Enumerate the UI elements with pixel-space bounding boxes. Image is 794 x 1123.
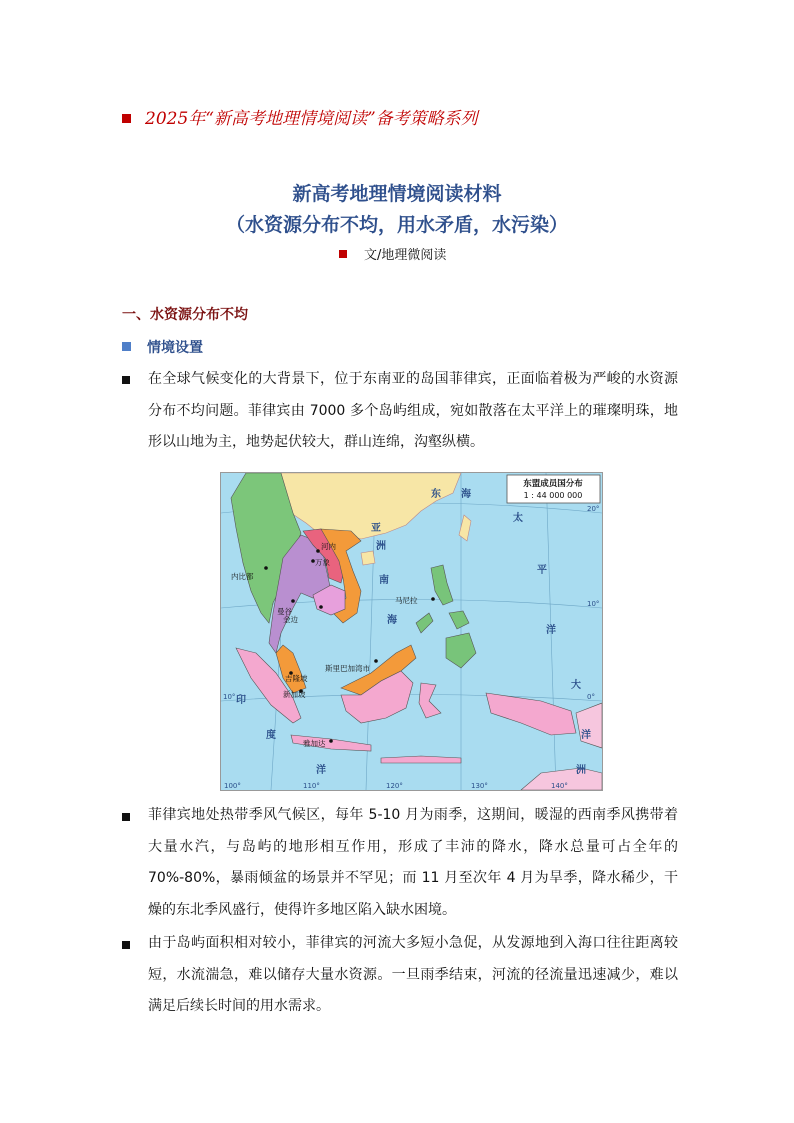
map-legend-title: 东盟成员国分布 — [523, 479, 583, 489]
subsection-heading — [122, 337, 203, 357]
map-label-nanhai: 海 — [387, 615, 397, 626]
map-lat-20: 20° — [587, 505, 600, 513]
blue-square-bullet-icon — [122, 342, 131, 351]
map-lon-130: 130° — [471, 782, 488, 790]
map-label-yin: 印 — [236, 695, 246, 706]
map-city-kualalumpur: 吉隆坡 — [285, 674, 308, 683]
red-square-bullet-icon — [122, 114, 131, 123]
black-square-bullet-icon — [122, 941, 130, 949]
series-label: 2025年“新高考地理情境阅读”备考策略系列 — [145, 109, 478, 129]
paragraph-1: 在全球气候变化的大背景下，位于东南亚的岛国菲律宾，正面临着极为严峻的水资源分布不均问题。菲律宾由 7000 多个岛屿组成，宛如散落在太平洋上的璀璨明珠，地形以山地为主，地势起伏较大，群山连绵，沟壑纵横。 — [148, 371, 678, 450]
map-lon-110: 110° — [303, 782, 320, 790]
map-city-bangkok: 曼谷 — [277, 607, 292, 616]
red-square-bullet-icon — [339, 250, 347, 258]
map-label-yang2: 洋 — [316, 765, 326, 776]
map-label-hai: 海 — [461, 489, 471, 500]
map-label-yang3: 洋 — [581, 730, 591, 741]
map-label-da: 大 — [571, 680, 581, 691]
subsection-label: 情境设置 — [147, 340, 203, 356]
black-square-bullet-icon — [122, 813, 130, 821]
series-header — [122, 104, 478, 129]
black-square-bullet-icon — [122, 376, 130, 384]
map-label-dong: 东 — [431, 489, 441, 500]
document-title: 新高考地理情境阅读材料 — [292, 183, 502, 205]
paragraph-2: 菲律宾地处热带季风气候区，每年 5-10 月为雨季，这期间，暖湿的西南季风携带着大量水汽，与岛屿的地形相互作用，形成了丰沛的降水，降水总量可占全年的 70%-80%，暴雨倾盆的场景并不罕见；而 11 月至次年 4 月为旱季，降水稀少，干燥的东北季风盛行，使得许多地区陷入缺水困境。 — [148, 807, 678, 918]
map-lon-100: 100° — [224, 782, 241, 790]
map-label-du: 度 — [266, 730, 276, 741]
map-hainan-land — [361, 551, 375, 565]
map-city-naypyidaw: 内比都 — [231, 572, 254, 581]
asean-map — [220, 472, 603, 791]
map-lat-10s: 10° — [223, 693, 236, 701]
map-lat-10: 10° — [587, 600, 600, 608]
section-heading: 一、水资源分布不均 — [122, 307, 248, 323]
map-label-tai: 太 — [513, 513, 523, 524]
author-label: 文/地理微阅读 — [364, 248, 447, 263]
document-subtitle: （水资源分布不均，用水矛盾，水污染） — [225, 214, 568, 236]
map-lon-140: 140° — [551, 782, 568, 790]
map-label-zhou: 洲 — [576, 765, 586, 776]
map-city-hanoi: 河内 — [321, 542, 336, 551]
map-label-yang: 洋 — [546, 625, 556, 636]
map-city-manila: 马尼拉 — [395, 596, 418, 605]
map-scale: 1 : 44 000 000 — [523, 491, 583, 500]
map-city-vientiane: 万象 — [315, 558, 330, 567]
map-city-jakarta: 雅加达 — [303, 739, 326, 748]
map-label-nan: 南 — [379, 575, 389, 586]
map-lat-0: 0° — [587, 693, 595, 701]
map-label-ya: 亚 — [371, 523, 381, 534]
paragraph-3: 由于岛屿面积相对较小，菲律宾的河流大多短小急促，从发源地到入海口往往距离较短，水流湍急，难以储存大量水资源。一旦雨季结束，河流的径流量迅速减少，难以满足后续长时间的用水需求。 — [148, 935, 678, 1014]
map-city-bandar: 斯里巴加湾市 — [325, 664, 370, 673]
map-label-zhou2: 洲 — [376, 541, 386, 552]
map-lon-120: 120° — [386, 782, 403, 790]
map-legend-box — [507, 475, 600, 503]
map-label-ping: 平 — [537, 565, 547, 576]
map-city-phnompenh: 金边 — [283, 615, 298, 624]
map-city-singapore: 新加坡 — [283, 690, 306, 699]
author-line — [339, 244, 446, 263]
